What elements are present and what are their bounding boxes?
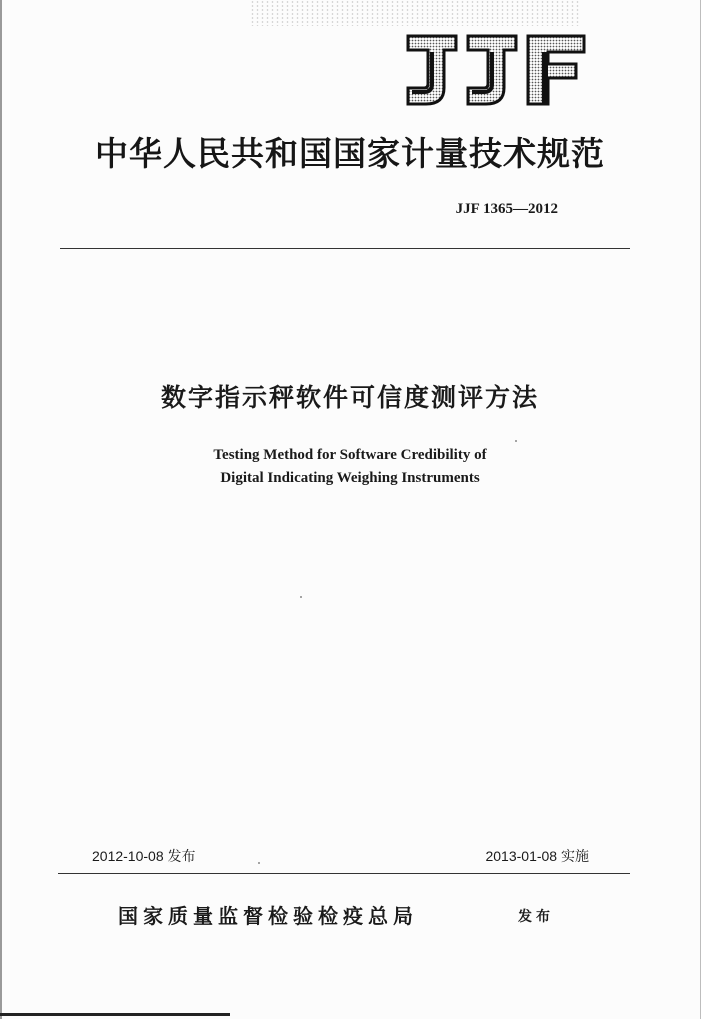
implementation-date: 2013-01-08 实施 (485, 848, 589, 864)
footer-divider (58, 873, 630, 874)
scan-speck (515, 440, 517, 442)
header-divider (60, 248, 630, 249)
english-title-line-1: Testing Method for Software Credibility of (213, 447, 487, 463)
document-title-english (40, 444, 660, 490)
english-title-line-2: Digital Indicating Weighing Instruments (220, 470, 480, 486)
issuing-authority-title: 中华人民共和国国家计量技术规范 (95, 134, 605, 173)
page-bottom-edge (0, 1013, 230, 1016)
document-title-chinese: 数字指示秤软件可信度测评方法 (160, 383, 539, 412)
publisher-name: 国家质量监督检验检疫总局 (118, 904, 418, 928)
scan-speck (300, 596, 302, 598)
publisher-action: 发布 (518, 909, 554, 925)
jjf-logo-icon (402, 30, 592, 110)
page-left-edge (0, 0, 2, 1019)
issue-date: 2012-10-08 发布 (92, 848, 196, 864)
scan-speck (258, 862, 260, 864)
scan-noise (250, 0, 580, 26)
standard-number: JJF 1365—2012 (455, 201, 558, 217)
